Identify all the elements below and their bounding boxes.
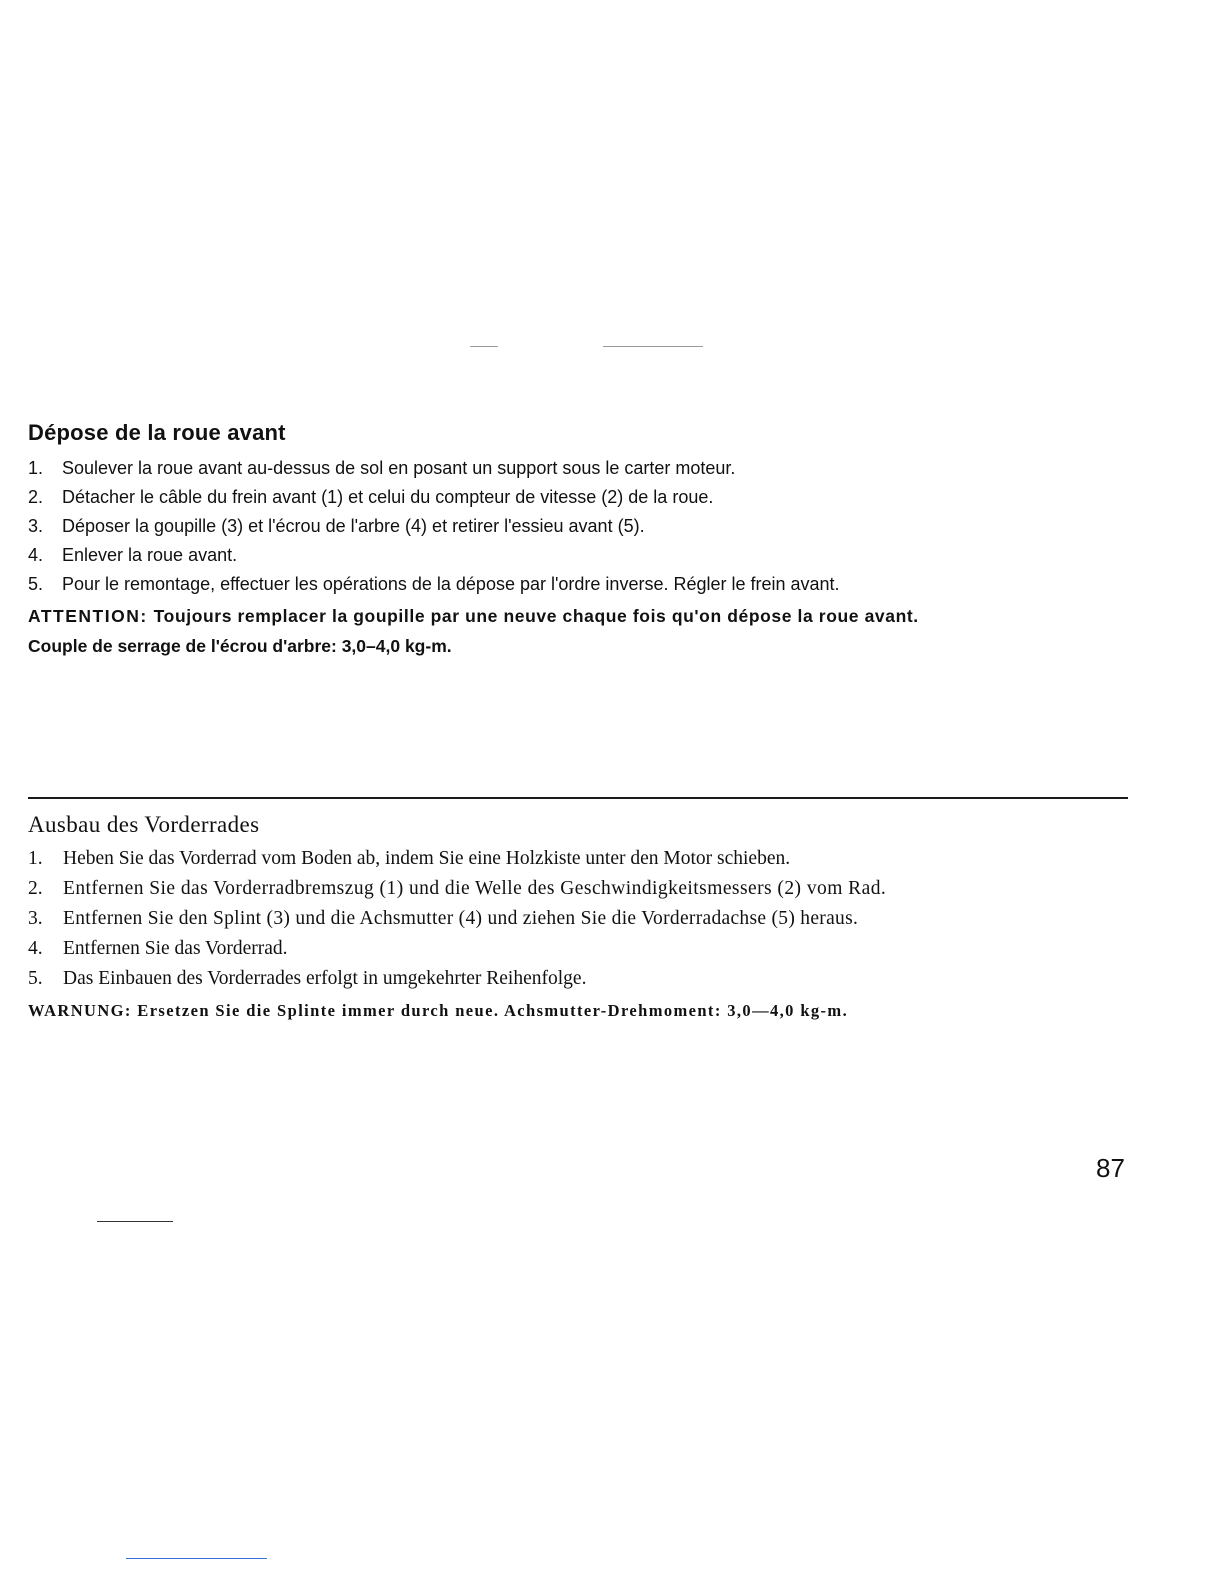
page-number: 87: [1096, 1153, 1125, 1183]
attention-text: Toujours remplacer la goupille par une neuve chaque fois qu'on dépose la roue avant.: [153, 606, 919, 626]
french-step-1: 1. Soulever la roue avant au-dessus de sol en posant un support sous le carter moteur.: [28, 458, 736, 478]
scan-mark-left: [470, 346, 498, 347]
french-step-3: 3. Déposer la goupille (3) et l'écrou de l'arbre (4) et retirer l'essieu avant (5).: [28, 516, 645, 536]
german-step-5: 5. Das Einbauen des Vorderrades erfolgt in umgekehrter Reihenfolge.: [28, 968, 587, 989]
french-title: Dépose de la roue avant: [28, 420, 286, 445]
section-divider: [28, 797, 1128, 799]
attention-label: ATTENTION:: [28, 606, 148, 626]
french-section: [28, 420, 1138, 661]
french-step-5: 5. Pour le remontage, effectuer les opérations de la dépose par l'ordre inverse. Régler le frein avant.: [28, 574, 840, 594]
german-title: Ausbau des Vorderrades: [28, 812, 260, 837]
french-steps: [28, 454, 1138, 599]
german-step-2: 2. Entfernen Sie das Vorderradbremszug (1) und die Welle des Geschwindigkeitsmessers (2) vom Rad.: [28, 878, 887, 899]
french-torque: Couple de serrage de l'écrou d'arbre: 3,0–4,0 kg-m.: [28, 636, 452, 656]
german-steps: [28, 844, 1138, 994]
german-step-3: 3. Entfernen Sie den Splint (3) und die Achsmutter (4) und ziehen Sie die Vorderradachse (5) heraus.: [28, 908, 859, 929]
german-section: [28, 812, 1138, 1026]
french-step-2: 2. Détacher le câble du frein avant (1) et celui du compteur de vitesse (2) de la roue.: [28, 487, 714, 507]
accent-line: [126, 1558, 267, 1559]
german-warning: WARNUNG: Ersetzen Sie die Splinte immer durch neue. Achsmutter-Drehmoment: 3,0—4,0 kg-m.: [28, 1001, 849, 1020]
german-step-4: 4. Entfernen Sie das Vorderrad.: [28, 938, 288, 959]
french-attention: [28, 601, 1138, 631]
scan-mark-right: [603, 346, 703, 347]
french-step-4: 4. Enlever la roue avant.: [28, 545, 238, 565]
german-step-1: 1. Heben Sie das Vorderrad vom Boden ab, indem Sie eine Holzkiste unter den Motor schieben.: [28, 848, 791, 869]
scan-mark-bottom: [97, 1221, 173, 1222]
